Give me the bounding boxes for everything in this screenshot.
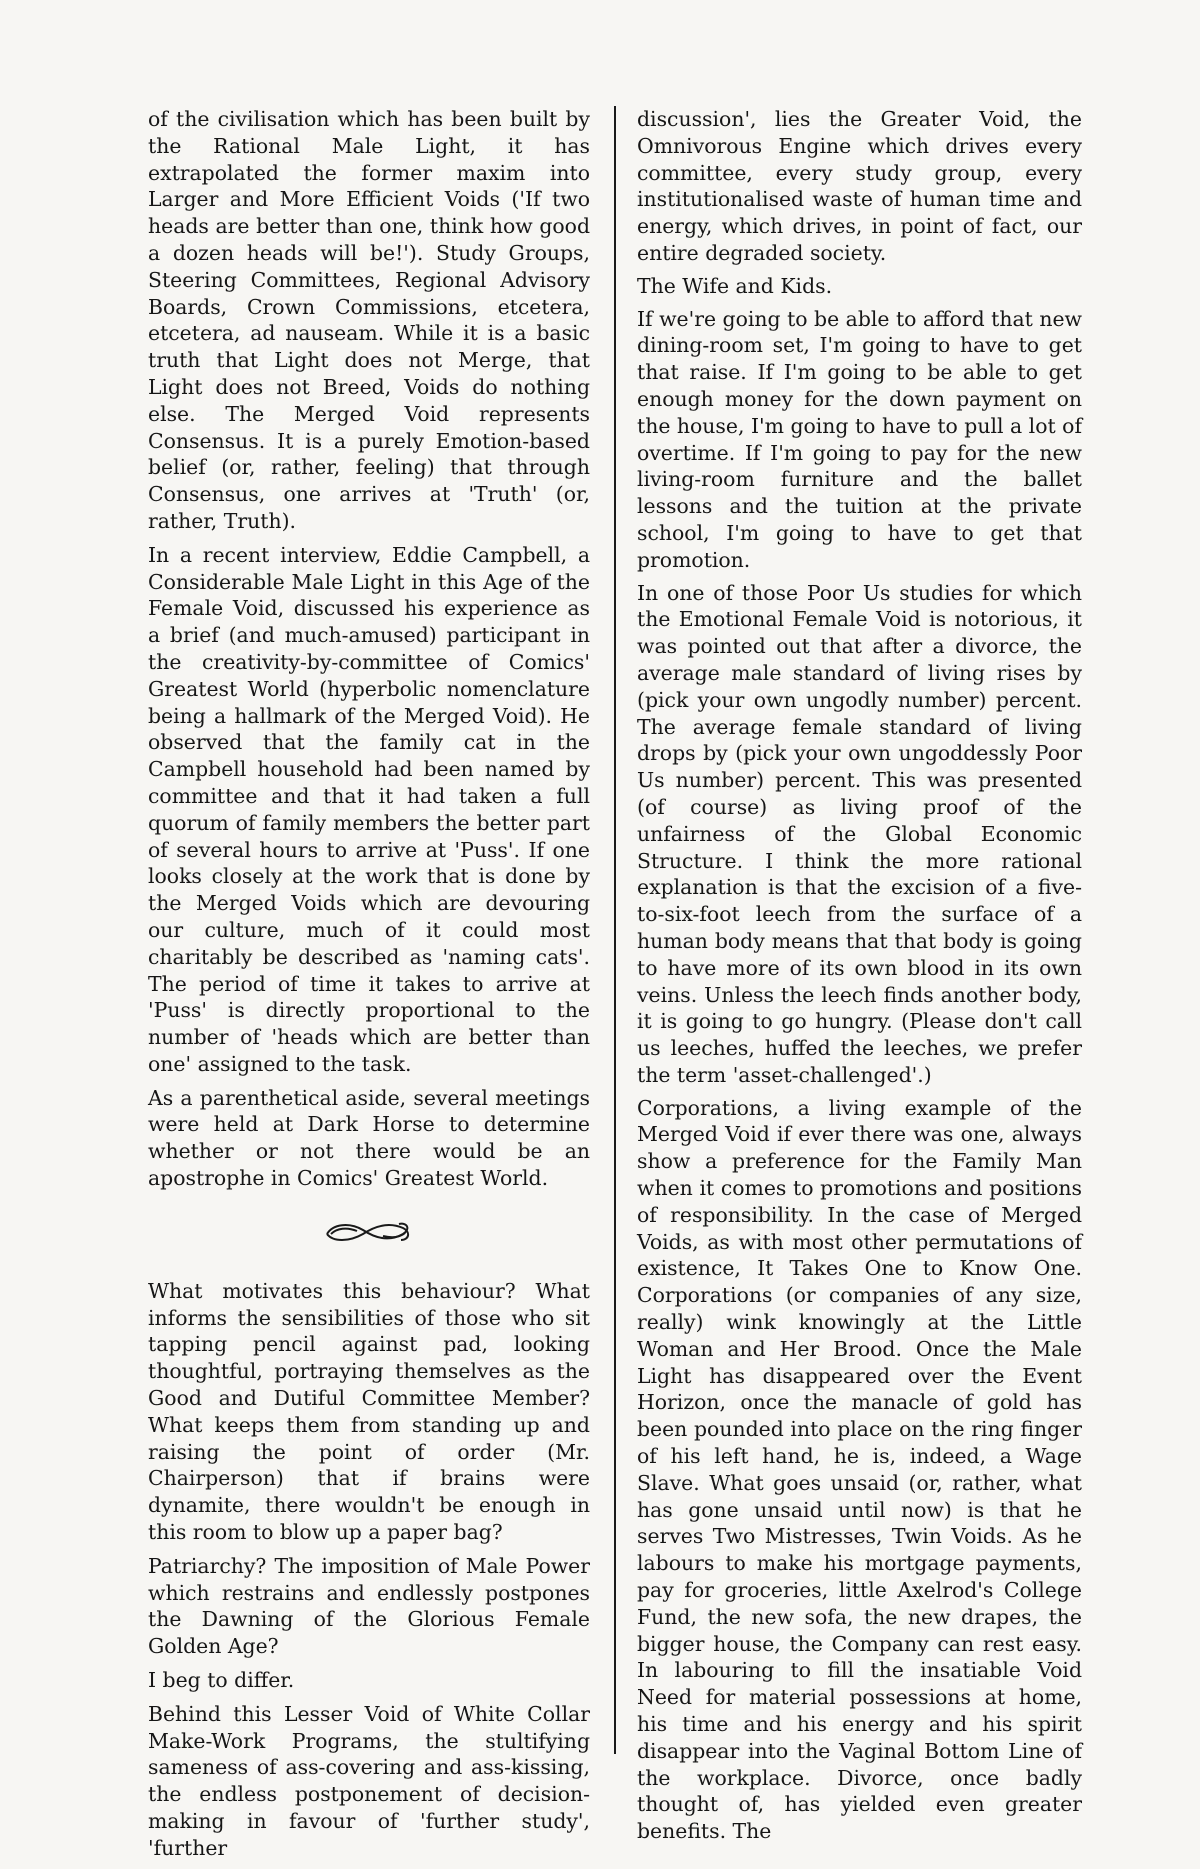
paragraph: I beg to differ.: [148, 1668, 295, 1693]
scroll-flourish-icon: [323, 1218, 415, 1246]
paragraph: discussion', lies the Greater Void, the Omnivorous Engine which drives every committee, every study group, every institutionalised waste of human time and energy, which drives, in point of fact, our entire degraded society.: [637, 107, 1082, 265]
paragraph: If we're going to be able to afford that new dining-room set, I'm going to have to get that raise. If I'm going to be able to get enough money for the down payment on the house, I'm going to have to pull a lot of overtime. If I'm going to pay for the new living-room furniture and the ballet lessons and the tuition at the private school, I'm going to have to get that promotion.: [637, 306, 1082, 572]
paragraph: In a recent interview, Eddie Campbell, a Considerable Male Light in this Age of the Female Void, discussed his experience as a brief (and much-amused) participant in the creativity-by-committee of Comics' Greatest World (hyperbolic nomenclature being a hallmark of the Merged Void). He observed that the family cat in the Campbell household had been named by committee and that it had taken a full quorum of family members the better part of several hours to arrive at 'Puss'. If one looks closely at the work that is done by the Merged Voids which are devouring our culture, much of it could most charitably be described as 'naming cats'. The period of time it takes to arrive at 'Puss' is directly proportional to the number of 'heads which are better than one' assigned to the task.: [148, 542, 590, 1076]
section-divider: [148, 1218, 590, 1248]
paragraph: What motivates this behaviour? What informs the sensibilities of those who sit tapping pencil against pad, looking thoughtful, portraying themselves as the Good and Dutiful Committee Member? What keeps them from standing up and raising the point of order (Mr. Chairperson) that if brains were dynamite, there wouldn't be enough in this room to blow up a paper bag?: [148, 1278, 590, 1545]
right-column: [637, 106, 1082, 1851]
paragraph: of the civilisation which has been built by the Rational Male Light, it has extrapolated the former maxim into Larger and More Efficient Voids ('If two heads are better than one, think how good a dozen heads will be!'). Study Groups, Steering Committees, Regional Advisory Boards, Crown Commissions, etcetera, etcetera, ad nauseam. While it is a basic truth that Light does not Merge, that Light does not Breed, Voids do nothing else. The Merged Void represents Consensus. It is a purely Emotion-based belief (or, rather, feeling) that through Consensus, one arrives at 'Truth' (or, rather, Truth).: [148, 107, 590, 533]
left-column: [148, 106, 590, 1869]
column-divider: [614, 106, 616, 1754]
paragraph: The Wife and Kids.: [637, 273, 833, 298]
paragraph: In one of those Poor Us studies for which the Emotional Female Void is notorious, it was pointed out that after a divorce, the average male standard of living rises by (pick your own ungodly number) percent. The average female standard of living drops by (pick your own ungoddessly Poor Us number) percent. This was presented (of course) as living proof of the unfairness of the Global Economic Structure. I think the more rational explanation is that the excision of a five-to-six-foot leech from the surface of a human body means that that body is going to have more of its own blood in its own veins. Unless the leech finds another body, it is going to go hungry. (Please don't call us leeches, huffed the leeches, we prefer the term 'asset-challenged'.): [637, 580, 1082, 1087]
paragraph: Patriarchy? The imposition of Male Power which restrains and endlessly postpones the Dawning of the Glorious Female Golden Age?: [148, 1553, 590, 1659]
paragraph: Behind this Lesser Void of White Collar Make-Work Programs, the stultifying sameness of ass-covering and ass-kissing, the endless postponement of decision-making in favour of 'further study', 'further: [148, 1701, 590, 1860]
paragraph: Corporations, a living example of the Merged Void if ever there was one, always show a preference for the Family Man when it comes to promotions and positions of responsibility. In the case of Merged Voids, as with most other permutations of existence, It Takes One to Know One. Corporations (or companies of any size, really) wink knowingly at the Little Woman and Her Brood. Once the Male Light has disappeared over the Event Horizon, once the manacle of gold has been pounded into place on the ring finger of his left hand, he is, indeed, a Wage Slave. What goes unsaid (or, rather, what has gone unsaid until now) is that he serves Two Mistresses, Twin Voids. As he labours to make his mortgage payments, pay for groceries, little Axelrod's College Fund, the new sofa, the new drapes, the bigger house, the Company can rest easy. In labouring to fill the insatiable Void Need for material possessions at home, his time and his energy and his spirit disappear into the Vaginal Bottom Line of the workplace. Divorce, once badly thought of, has yielded even greater benefits. The: [637, 1095, 1082, 1844]
paragraph: As a parenthetical aside, several meetings were held at Dark Horse to determine whether or not there would be an apostrophe in Comics' Greatest World.: [148, 1085, 590, 1191]
